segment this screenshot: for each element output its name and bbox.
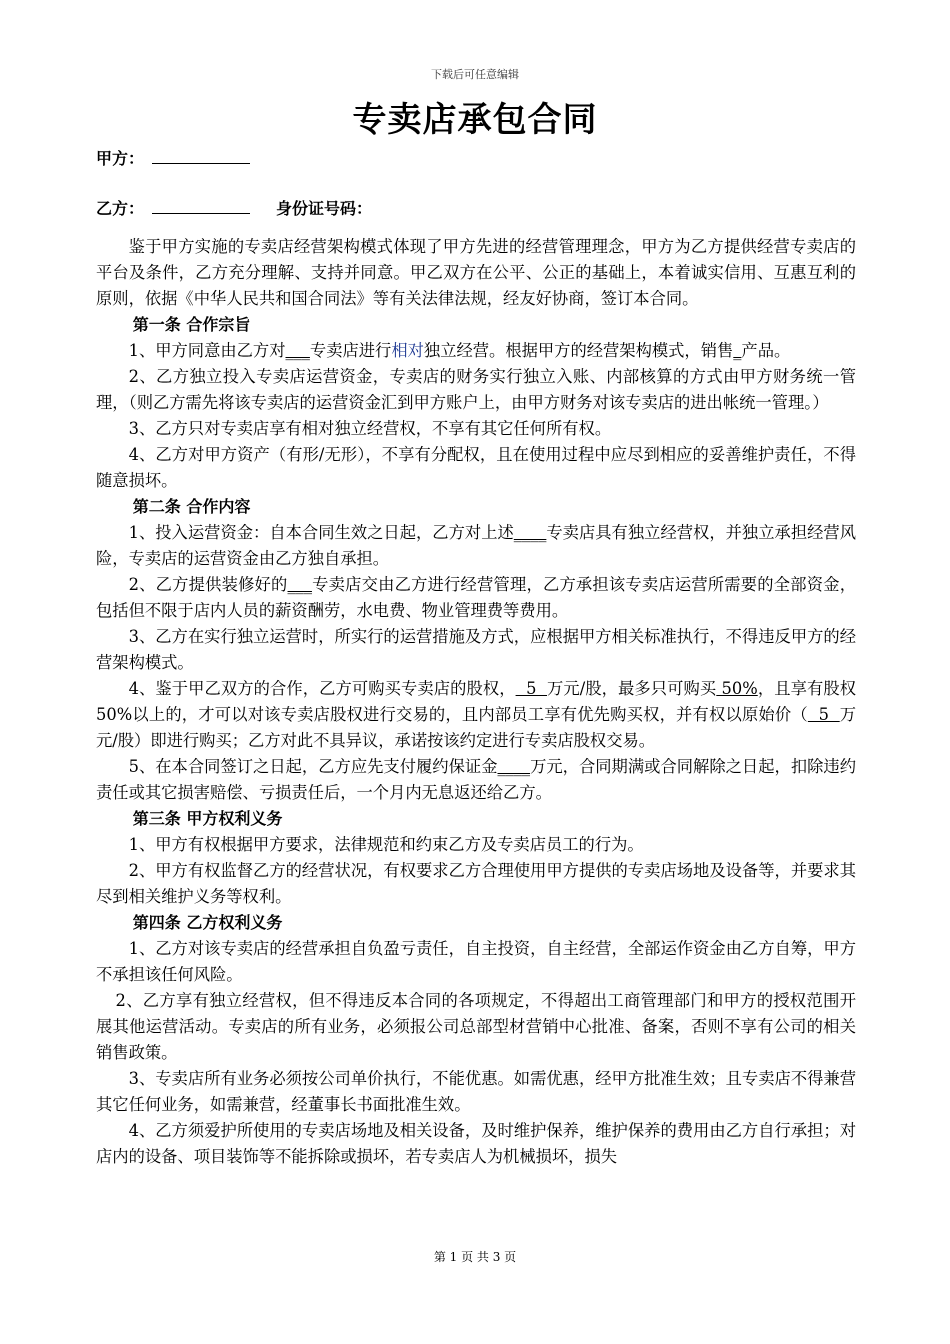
page-footer: 第 1 页 共 3 页 [433, 1250, 517, 1264]
party-a-blank [152, 149, 250, 164]
party-b-label: 乙方： [96, 199, 145, 218]
party-a-label: 甲方： [96, 149, 145, 168]
article-3-clause-2: 2、甲方有权监督乙方的经营状况，有权要求乙方合理使用甲方提供的专卖店场地及设备等，并要求其尽到相关维护义务等权利。 [96, 861, 856, 906]
article-2-clause-4: 4、鉴于甲乙双方的合作，乙方可购买专卖店的股权， 5 万元/股，最多只可购买 50%，且享有股权 50%以上的，才可以对该专卖店股权进行交易的，且内部员工享有优先购买权，并有权以原始价（ 5 万元/股）即进行购买；乙方对此不具异议，承诺按该约定进行专卖店股权交易。 [96, 679, 856, 750]
document-title: 专卖店承包合同 [352, 100, 598, 140]
preamble: 鉴于甲方实施的专卖店经营架构模式体现了甲方先进的经营管理理念，甲方为乙方提供经营专卖店的平台及条件，乙方充分理解、支持并同意。甲乙双方在公平、公正的基础上，本着诚实信用、互惠互利的原则，依据《中华人民共和国合同法》等有关法律法规，经友好协商，签订本合同。 [96, 237, 856, 308]
article-1-clause-1: 1、甲方同意由乙方对___专卖店进行相对独立经营。根据甲方的经营架构模式，销售_产品。 [128, 341, 791, 360]
article-1-clause-3: 3、乙方只对专卖店享有相对独立经营权，不享有其它任何所有权。 [128, 419, 612, 438]
article-4-clause-4: 4、乙方须爱护所使用的专卖店场地及相关设备，及时维护保养，维护保养的费用由乙方自行承担；对店内的设备、项目装饰等不能拆除或损坏，若专卖店人为机械损坏，损失 [96, 1121, 856, 1166]
article-4-clause-1: 1、乙方对该专卖店的经营承担自负盈亏责任，自主投资，自主经营，全部运作资金由乙方自筹，甲方不承担该任何风险。 [96, 939, 856, 984]
article-2-clause-3: 3、乙方在实行独立运营时，所实行的运营措施及方式，应根据甲方相关标准执行，不得违反甲方的经营架构模式。 [96, 627, 856, 672]
article-2-heading: 第二条 合作内容 [132, 497, 251, 516]
article-4-clause-3: 3、专卖店所有业务必须按公司单价执行，不能优惠。如需优惠，经甲方批准生效；且专卖店不得兼营其它任何业务，如需兼营，经董事长书面批准生效。 [96, 1069, 856, 1114]
party-b-blank [152, 199, 250, 214]
party-a-line [96, 146, 250, 169]
article-3-heading: 第三条 甲方权利义务 [132, 809, 283, 828]
article-2-clause-2: 2、乙方提供装修好的___专卖店交由乙方进行经营管理，乙方承担该专卖店运营所需要的全部资金，包括但不限于店内人员的薪资酬劳，水电费、物业管理费等费用。 [96, 575, 856, 620]
article-2-clause-1: 1、投入运营资金：自本合同生效之日起，乙方对上述____专卖店具有独立经营权，并独立承担经营风险，专卖店的运营资金由乙方独自承担。 [96, 523, 856, 568]
article-2-clause-5: 5、在本合同签订之日起，乙方应先支付履约保证金____万元，合同期满或合同解除之日起，扣除违约责任或其它损害赔偿、亏损责任后，一个月内无息返还给乙方。 [96, 757, 856, 802]
article-4-clause-2: 2、乙方享有独立经营权，但不得违反本合同的各项规定，不得超出工商管理部门和甲方的授权范围开展其他运营活动。专卖店的所有业务，必须报公司总部型材营销中心批准、备案，否则不享有公司的相关销售政策。 [96, 991, 856, 1062]
article-4-heading: 第四条 乙方权利义务 [132, 913, 283, 932]
article-1-clause-4: 4、乙方对甲方资产（有形/无形），不享有分配权，且在使用过程中应尽到相应的妥善维护责任，不得随意损坏。 [96, 445, 856, 490]
article-3-clause-1: 1、甲方有权根据甲方要求，法律规范和约束乙方及专卖店员工的行为。 [128, 835, 644, 854]
party-b-line [96, 196, 372, 219]
article-1-clause-2: 2、乙方独立投入专卖店运营资金，专卖店的财务实行独立入账、内部核算的方式由甲方财务统一管理，（则乙方需先将该专卖店的运营资金汇到甲方账户上，由甲方财务对该专卖店的进出帐统一管理。） [96, 367, 856, 412]
id-number-label: 身份证号码： [276, 199, 373, 218]
header-note: 下载后可任意编辑 [431, 68, 519, 81]
article-1-heading: 第一条 合作宗旨 [132, 315, 251, 334]
contract-body [96, 234, 856, 1170]
relative-link: 相对 [391, 341, 424, 360]
